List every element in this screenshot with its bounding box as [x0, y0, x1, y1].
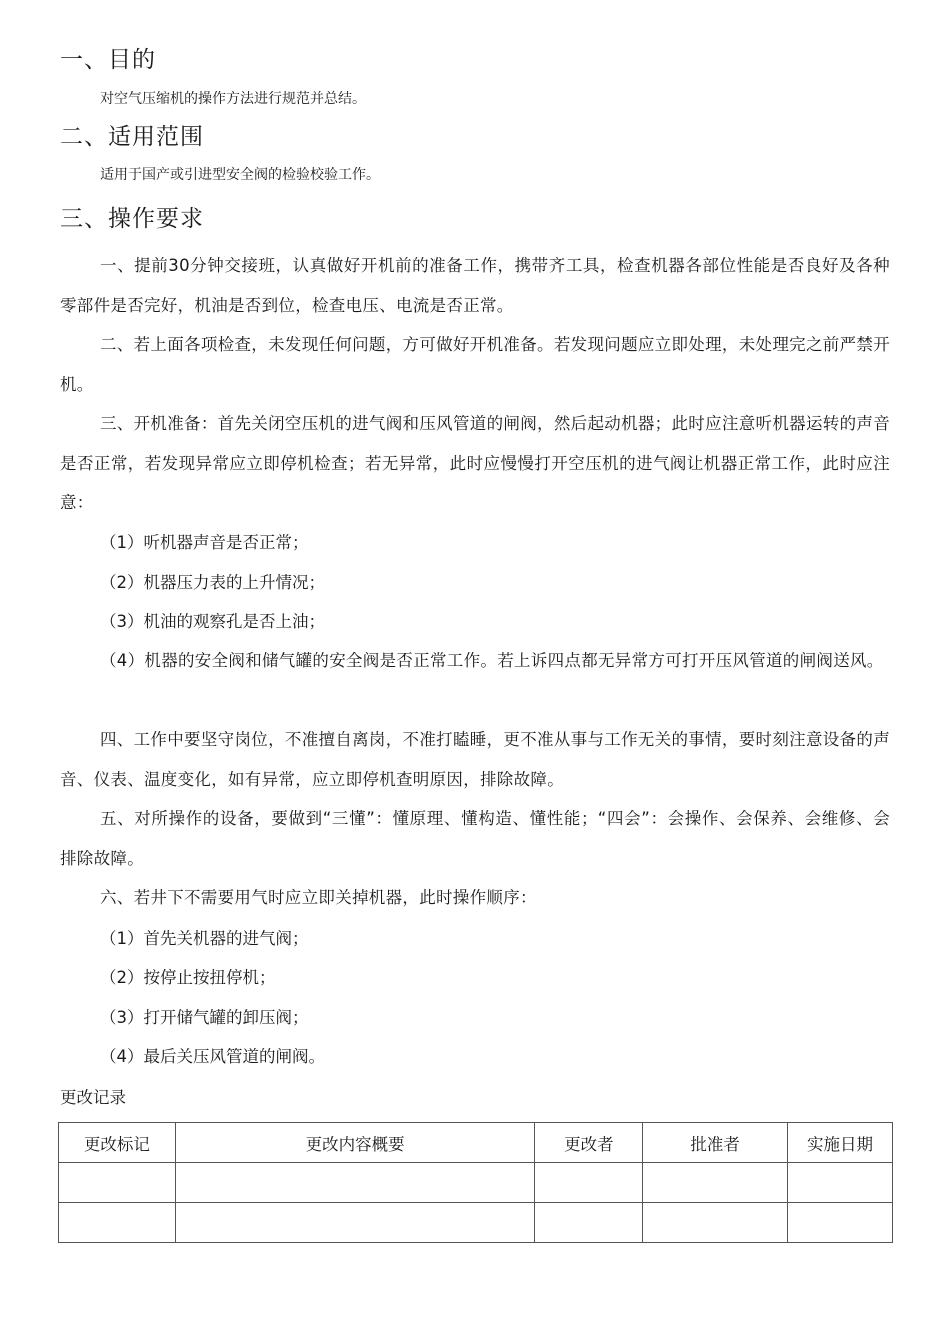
list-item: （4）最后关压风管道的闸阀。	[100, 1047, 325, 1066]
section-title-scope: 二、适用范围	[60, 124, 204, 150]
list-item-4: （4）机器的安全阀和储气罐的安全阀是否正常工作。若上诉四点都无异常方可打开压风管道的闸阀送风。	[100, 651, 884, 670]
column-header: 更改标记	[59, 1123, 176, 1163]
table-cell	[175, 1203, 535, 1243]
change-record-table	[58, 1122, 893, 1243]
table-row	[59, 1203, 893, 1243]
requirement-paragraph-2: 二、若上面各项检查，未发现任何问题，方可做好开机准备。若发现问题应立即处理，未处理完之前严禁开机。	[60, 335, 890, 394]
table-header-row	[59, 1123, 893, 1163]
purpose-text: 对空气压缩机的操作方法进行规范并总结。	[100, 91, 366, 107]
table-row	[59, 1163, 893, 1203]
table-cell	[175, 1163, 535, 1203]
list-item: （2）按停止按扭停机；	[100, 968, 276, 987]
scope-text: 适用于国产或引进型安全阀的检验校验工作。	[100, 167, 380, 183]
section-title-purpose: 一、目的	[60, 47, 156, 73]
list-item: （1）听机器声音是否正常；	[100, 533, 309, 552]
column-header: 批准者	[643, 1123, 788, 1163]
table-cell	[59, 1203, 176, 1243]
change-record-title: 更改记录	[60, 1088, 126, 1107]
section-title-requirements: 三、操作要求	[60, 206, 204, 232]
table-cell	[59, 1163, 176, 1203]
table-cell	[535, 1203, 643, 1243]
table-cell	[788, 1163, 893, 1203]
column-header: 更改者	[535, 1123, 643, 1163]
list-item: （3）机油的观察孔是否上油；	[100, 612, 325, 631]
column-header: 更改内容概要	[175, 1123, 535, 1163]
list-item: （2）机器压力表的上升情况；	[100, 573, 325, 592]
table-cell	[643, 1163, 788, 1203]
table-cell	[535, 1163, 643, 1203]
requirement-paragraph-6: 六、若井下不需要用气时应立即关掉机器，此时操作顺序：	[100, 888, 537, 907]
list-item: （1）首先关机器的进气阀；	[100, 929, 309, 948]
table-cell	[788, 1203, 893, 1243]
table-cell	[643, 1203, 788, 1243]
requirement-paragraph-3: 三、开机准备：首先关闭空压机的进气阀和压风管道的闸阀，然后起动机器；此时应注意听机器运转的声音是否正常，若发现异常应立即停机检查；若无异常，此时应慢慢打开空压机的进气阀让机器正常工作，此时应注意：	[60, 414, 890, 512]
requirement-paragraph-4: 四、工作中要坚守岗位，不准擅自离岗，不准打瞌睡，更不准从事与工作无关的事情，要时刻注意设备的声音、仪表、温度变化，如有异常，应立即停机查明原因，排除故障。	[60, 730, 890, 789]
requirement-paragraph-5: 五、对所操作的设备，要做到“三懂”：懂原理、懂构造、懂性能；“四会”：会操作、会保养、会维修、会排除故障。	[60, 809, 890, 868]
list-item: （3）打开储气罐的卸压阀；	[100, 1008, 309, 1027]
requirement-paragraph-1: 一、提前30分钟交接班，认真做好开机前的准备工作，携带齐工具，检查机器各部位性能是否良好及各种零部件是否完好，机油是否到位，检查电压、电流是否正常。	[60, 256, 890, 315]
column-header: 实施日期	[788, 1123, 893, 1163]
